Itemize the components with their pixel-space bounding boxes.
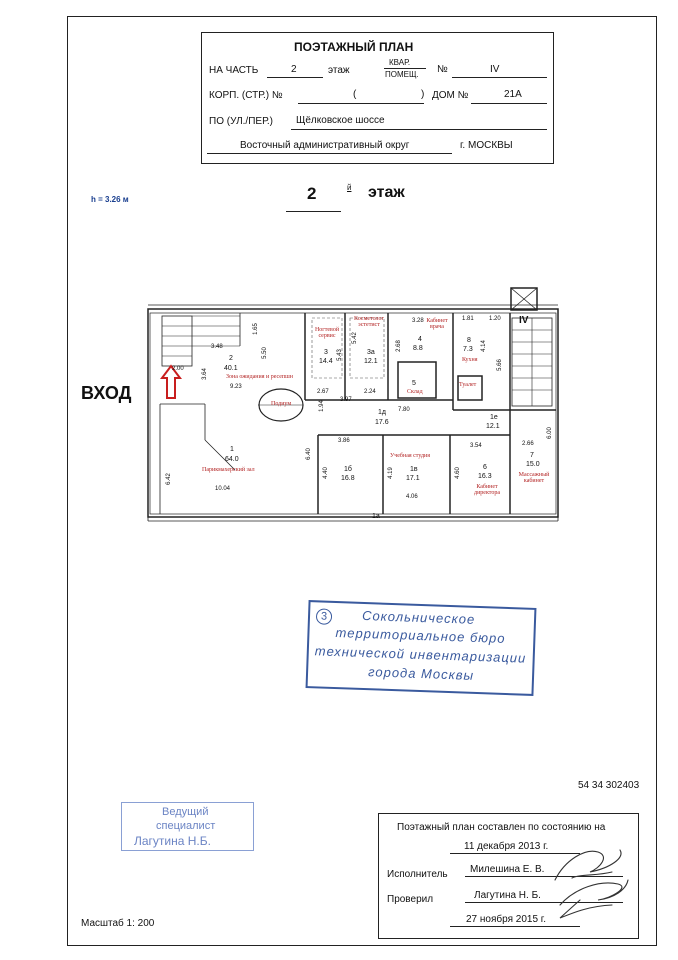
room-1e-area: 12.1 (486, 423, 500, 430)
dim-label: 4.19 (387, 467, 394, 479)
room-1b-number: 1б (344, 466, 352, 473)
dim-label: 6.42 (165, 473, 172, 485)
part-mark: IV (519, 315, 529, 326)
state-date: 11 декабря 2013 г. (464, 841, 549, 852)
street-value: Щёлковское шоссе (296, 115, 385, 126)
ceiling-height: h = 3.26 м (91, 195, 129, 204)
room-5-name: Склад (407, 389, 423, 395)
dim-label: 4.14 (480, 340, 487, 352)
room-6-area: 16.3 (478, 473, 492, 480)
district: Восточный административный округ (240, 140, 410, 151)
dim-label: 5.43 (336, 349, 343, 361)
floor-value: 2 (291, 64, 297, 75)
specialist-line-1: Ведущий (162, 806, 209, 818)
room-8-area: 7.3 (463, 346, 473, 353)
dim-label: 1.20 (489, 316, 501, 322)
dom-value: 21А (504, 89, 522, 100)
pomesch-label: ПОМЕЩ. (385, 70, 419, 79)
stamp-line-1: Сокольническое (361, 607, 476, 627)
floor-number: 2 (307, 184, 317, 203)
room-4-number: 4 (418, 336, 422, 343)
corridor-1a-label: 1а (372, 513, 380, 520)
dim-label: 7.80 (398, 407, 410, 413)
room-1v-number: 1в (410, 466, 418, 473)
specialist-line-3: Лагутина Н.Б. (134, 834, 211, 848)
dim-label: 3.48 (211, 344, 223, 350)
checker-name: Лагутина Н. Б. (474, 890, 541, 901)
dim-label: 5.66 (496, 359, 503, 371)
room-1-number: 1 (230, 446, 234, 453)
room-2-number: 2 (229, 355, 233, 362)
room-7-area: 15.0 (526, 461, 540, 468)
room-1v-name: Учебная студия (390, 453, 430, 459)
room-1d-number: 1д (378, 409, 386, 416)
dim-label: 4.60 (454, 467, 461, 479)
dim-label: 4.06 (406, 494, 418, 500)
room-3a-number: 3а (367, 349, 375, 356)
dim-label: 3.54 (470, 443, 482, 449)
stamp-line-2: территориальное бюро (335, 625, 506, 646)
room-3a-name: Косметолог эстетист (354, 316, 384, 328)
dim-label: 5.42 (351, 332, 358, 344)
dim-label: 10.04 (215, 486, 231, 492)
entrance-label: ВХОД (81, 383, 132, 403)
dim-label: 3.86 (338, 438, 350, 444)
room-3a-area: 12.1 (364, 358, 378, 365)
room-8-name: Кухня (462, 357, 478, 363)
state-as-of: Поэтажный план составлен по состоянию на (397, 822, 606, 833)
dim-label: 3.97 (340, 397, 352, 403)
dim-label: 4.40 (322, 467, 329, 479)
podium-label: Подиум (271, 401, 292, 407)
korp-label: КОРП. (СТР.) № (209, 90, 283, 101)
room-3-name: Ногтевой сервис (314, 327, 340, 339)
stamp-line-4: города Москвы (367, 664, 475, 683)
part-label: НА ЧАСТЬ (209, 65, 259, 76)
part-number: IV (490, 64, 500, 75)
room-1b-area: 16.8 (341, 475, 355, 482)
room-7-number: 7 (530, 452, 534, 459)
room-1e-number: 1е (490, 414, 498, 421)
city: г. МОСКВЫ (460, 140, 513, 151)
document-code: 54 34 302403 (578, 780, 640, 791)
room-6-name: Кабинет директора (474, 484, 500, 496)
room-3-area: 14.4 (319, 358, 333, 365)
floor-word: этаж (368, 184, 405, 201)
executor-label: Исполнитель (387, 869, 448, 880)
floor-suffix: й (347, 183, 352, 192)
dim-label: 6.40 (305, 448, 312, 460)
dim-label: 3.64 (201, 368, 208, 380)
room-3-number: 3 (324, 349, 328, 356)
street-label: ПО (УЛ./ПЕР.) (209, 116, 273, 127)
dim-label: 2.00 (172, 366, 184, 372)
room-8-number: 8 (467, 337, 471, 344)
room-6-number: 6 (483, 464, 487, 471)
room-1d-area: 17.6 (375, 419, 389, 426)
dim-label: 1.94 (318, 400, 325, 412)
room-5-number: 5 (412, 380, 416, 387)
dim-label: 1.81 (462, 316, 474, 322)
dim-label: 2.67 (317, 389, 329, 395)
room-4-area: 8.8 (413, 345, 423, 352)
sign-date: 27 ноября 2015 г. (466, 914, 546, 925)
room-2-name: Зона ожидания и ресепшн (226, 374, 293, 380)
dim-label: 2.68 (395, 340, 402, 352)
dim-label: 1.65 (252, 323, 259, 335)
stamp-line-3: технической инвентаризации (314, 643, 527, 666)
dim-label: 9.23 (230, 384, 242, 390)
floor-label: этаж (328, 65, 350, 76)
executor-name: Милешина Е. В. (470, 864, 545, 875)
dom-label: ДОМ № (432, 90, 469, 101)
dim-label: 6.00 (546, 427, 553, 439)
room-7-name: Массажный кабинет (518, 472, 550, 484)
scale-label: Масштаб 1: 200 (81, 918, 155, 929)
kvar-label: КВАР. (389, 58, 411, 67)
checker-label: Проверил (387, 894, 434, 905)
room-1v-area: 17.1 (406, 475, 420, 482)
dim-label: 5.50 (261, 347, 268, 359)
plan-title: ПОЭТАЖНЫЙ ПЛАН (294, 40, 414, 54)
room-4-name: Кабинет врача (426, 318, 448, 330)
dim-label: 2.24 (364, 389, 376, 395)
no-label: № (437, 64, 448, 75)
toilet-label: Туалет (459, 382, 477, 388)
dim-label: 3.28 (412, 318, 424, 324)
dim-label: 2.66 (522, 441, 534, 447)
stamp-number: 3 (316, 608, 333, 625)
room-1-area: 64.0 (225, 456, 239, 463)
paren-open: ( (353, 89, 357, 100)
paren-close: ) (421, 89, 425, 100)
room-1-name: Парикмахерский зал (202, 467, 255, 473)
room-2-area: 40.1 (224, 365, 238, 372)
specialist-line-2: специалист (156, 820, 216, 832)
